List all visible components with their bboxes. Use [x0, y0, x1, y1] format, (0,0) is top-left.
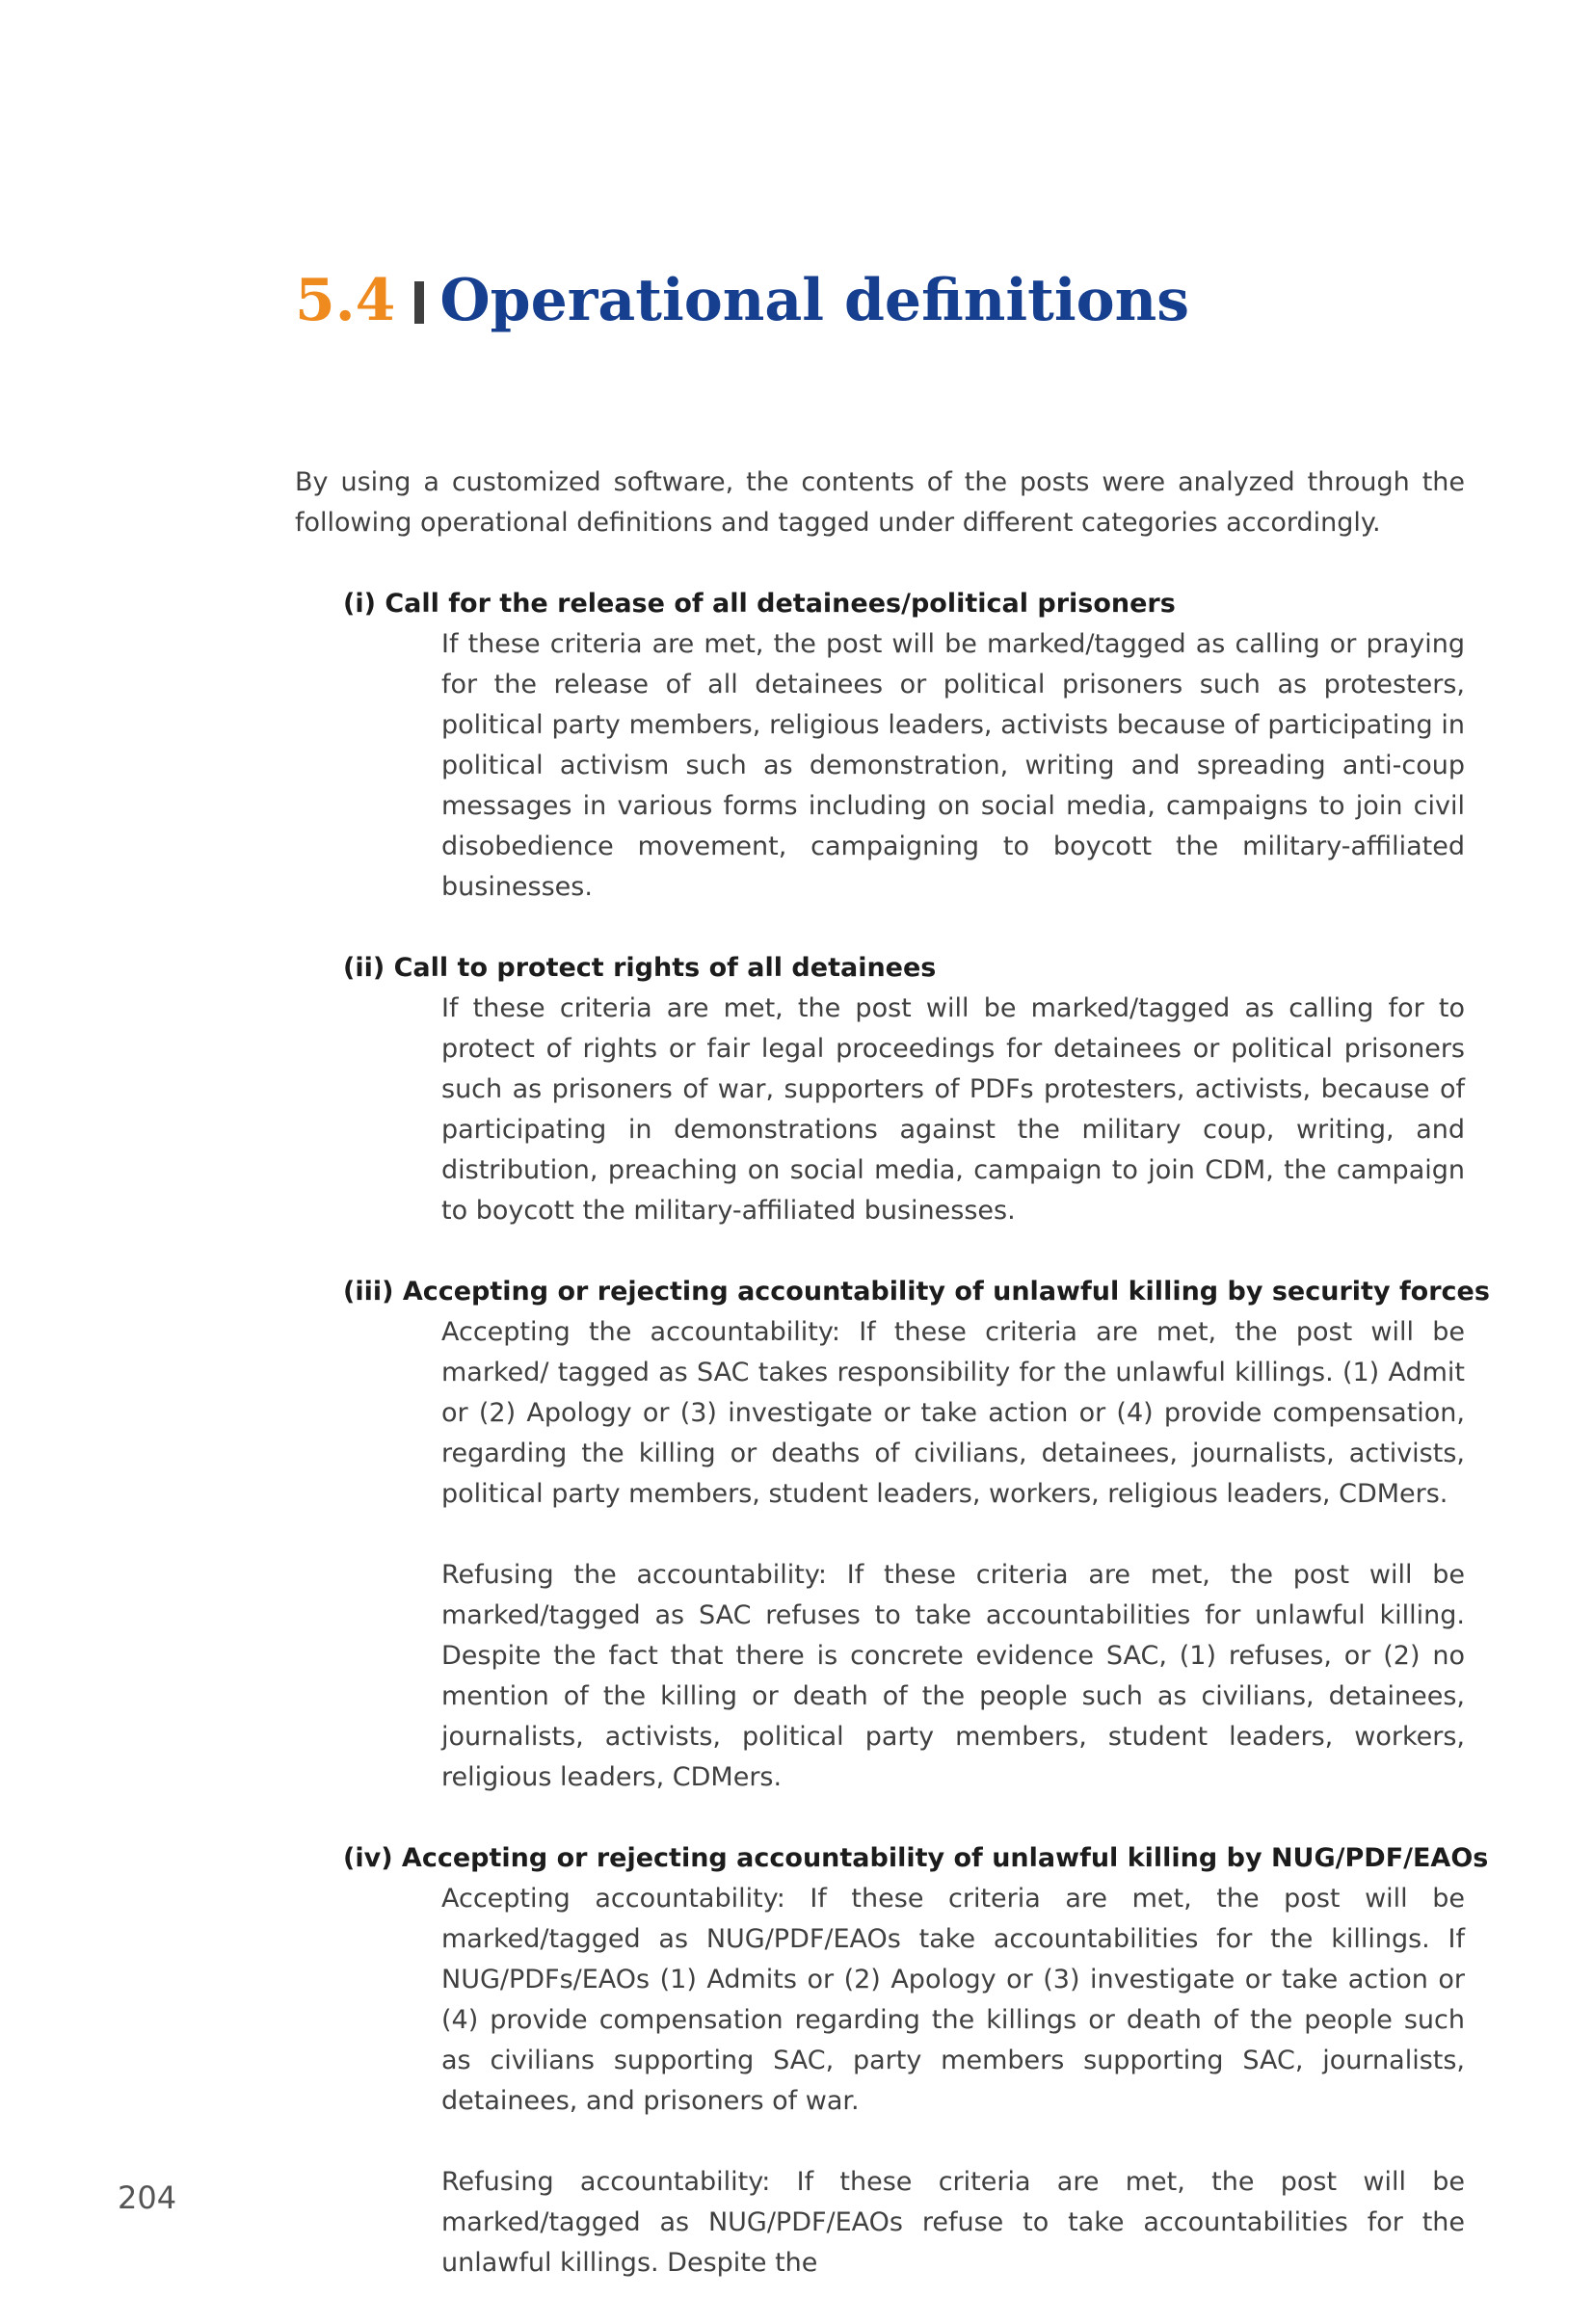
definition-paragraph-refusing: Refusing accountability: If these criteria are met, the post will be marked/tagged as NUG/PDF/EAOs refuse to take accountabilities for the unlawful killings. Despite the [441, 2167, 1465, 2278]
definition-title-i: (i) Call for the release of all detainees/political prisoners [343, 589, 1176, 619]
heading-separator [414, 281, 424, 324]
definition-body-i [441, 624, 1465, 908]
definition-section-i [343, 584, 1465, 908]
definition-paragraph-refusing: Refusing the accountability: If these criteria are met, the post will be marked/tagged as SAC refuses to take accountabilities for unlawful killing. Despite the fact that there is concrete evidence SAC, (1) refuses, or (2) no mention of the killing or death of the people such as civilians, detainees, journalists, activists, political party members, student leaders, workers, religious leaders, CDMers. [441, 1560, 1465, 1792]
definition-title-iv: (iv) Accepting or rejecting accountability of unlawful killing by NUG/PDF/EAOs [343, 1843, 1489, 1873]
definition-body-ii [441, 989, 1465, 1231]
section-title: Operational definitions [439, 267, 1190, 334]
definition-paragraph-accepting: Accepting accountability: If these criteria are met, the post will be marked/tagged as NUG/PDF/EAOs take accountabilities for the killings. If NUG/PDFs/EAOs (1) Admits or (2) Apology or (3) investigate or take action or (4) provide compensation regarding the killings or death of the people such as civilians supporting SAC, party members supporting SAC, journalists, detainees, and prisoners of war. [441, 1884, 1465, 2116]
definition-title-ii: (ii) Call to protect rights of all detainees [343, 953, 937, 983]
definition-body-iv [441, 1879, 1465, 2284]
definition-paragraph: If these criteria are met, the post will be marked/tagged as calling for to protect of rights or fair legal proceedings for detainees or political prisoners such as prisoners of war, supporters of PDFs protesters, activists, because of participating in demonstrations against the military coup, writing, and distribution, preaching on social media, campaign to join CDM, the campaign to boycott the military-affiliated businesses. [441, 993, 1465, 1226]
intro-paragraph: By using a customized software, the contents of the posts were analyzed through the following operational definitions and tagged under different categories accordingly. [295, 467, 1465, 538]
definition-section-iii [343, 1272, 1490, 1798]
page-content [295, 462, 1490, 2324]
definition-section-iv [343, 1838, 1489, 2284]
definition-section-ii [343, 948, 1465, 1231]
definition-title-iii: (iii) Accepting or rejecting accountability of unlawful killing by security forces [343, 1277, 1490, 1307]
definition-paragraph: If these criteria are met, the post will be marked/tagged as calling or praying for the release of all detainees or political prisoners such as protesters, political party members, religious leaders, activists because of participating in political activism such as demonstration, writing and spreading anti-coup messages in various forms including on social media, campaigns to join civil disobedience movement, campaigning to boycott the military-affiliated businesses. [441, 629, 1465, 902]
definition-body-iii [441, 1312, 1465, 1798]
section-heading [295, 267, 1190, 334]
section-number: 5.4 [295, 267, 396, 334]
page-number: 204 [118, 2179, 177, 2216]
definition-paragraph-accepting: Accepting the accountability: If these criteria are met, the post will be marked/ tagged as SAC takes responsibility for the unlawful killings. (1) Admit or (2) Apology or (3) investigate or take action or (4) provide compensation, regarding the killing or deaths of civilians, detainees, journalists, activists, political party members, student leaders, workers, religious leaders, CDMers. [441, 1317, 1465, 1509]
